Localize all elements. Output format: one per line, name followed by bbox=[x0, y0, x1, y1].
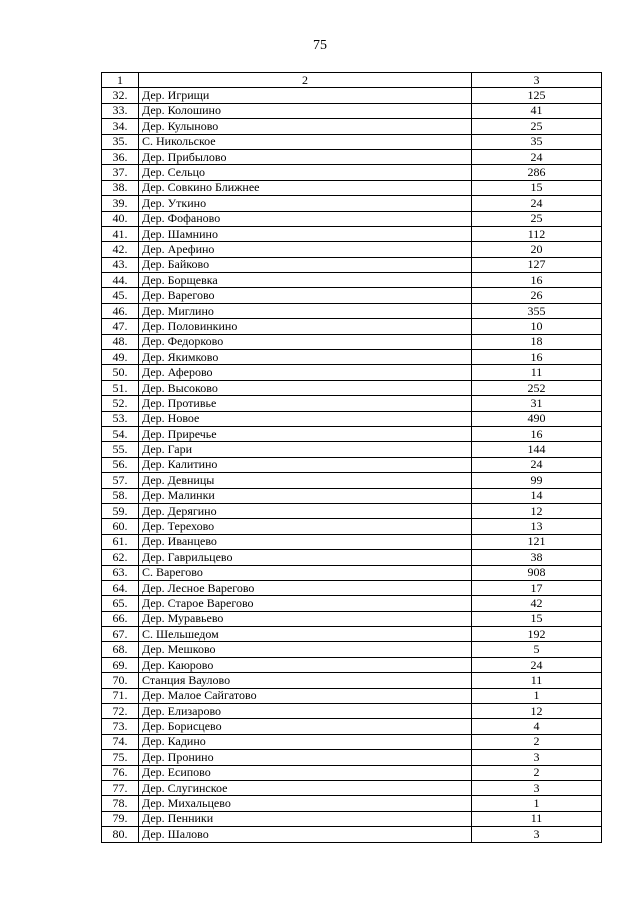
settlement-name: Дер. Терехово bbox=[139, 519, 472, 534]
table-row bbox=[102, 519, 602, 534]
settlement-name: Дер. Пенники bbox=[139, 811, 472, 826]
settlement-name: Дер. Приречье bbox=[139, 426, 472, 441]
row-value: 24 bbox=[472, 457, 602, 472]
row-value: 1 bbox=[472, 796, 602, 811]
table-row bbox=[102, 811, 602, 826]
row-value: 15 bbox=[472, 180, 602, 195]
row-number: 73. bbox=[102, 719, 139, 734]
settlement-name: Дер. Арефино bbox=[139, 242, 472, 257]
settlement-name: Дер. Якимково bbox=[139, 350, 472, 365]
row-value: 26 bbox=[472, 288, 602, 303]
table-row bbox=[102, 242, 602, 257]
settlement-name: Дер. Шамнино bbox=[139, 226, 472, 241]
table-row bbox=[102, 303, 602, 318]
table-row bbox=[102, 657, 602, 672]
row-number: 78. bbox=[102, 796, 139, 811]
row-value: 286 bbox=[472, 165, 602, 180]
table-row bbox=[102, 380, 602, 395]
row-number: 59. bbox=[102, 503, 139, 518]
row-value: 3 bbox=[472, 780, 602, 795]
table-row bbox=[102, 426, 602, 441]
row-number: 80. bbox=[102, 827, 139, 842]
settlement-name: Дер. Есипово bbox=[139, 765, 472, 780]
settlement-name: С. Шельшедом bbox=[139, 627, 472, 642]
settlement-name: Дер. Половинкино bbox=[139, 319, 472, 334]
settlement-name: Дер. Совкино Ближнее bbox=[139, 180, 472, 195]
table-row bbox=[102, 334, 602, 349]
table-row bbox=[102, 734, 602, 749]
table-row bbox=[102, 88, 602, 103]
settlement-name: Дер. Игрищи bbox=[139, 88, 472, 103]
row-value: 127 bbox=[472, 257, 602, 272]
row-value: 24 bbox=[472, 149, 602, 164]
settlement-name: С. Варегово bbox=[139, 565, 472, 580]
row-value: 25 bbox=[472, 211, 602, 226]
row-value: 31 bbox=[472, 396, 602, 411]
row-number: 53. bbox=[102, 411, 139, 426]
row-number: 75. bbox=[102, 750, 139, 765]
row-number: 68. bbox=[102, 642, 139, 657]
table-row bbox=[102, 673, 602, 688]
table-row bbox=[102, 627, 602, 642]
row-number: 38. bbox=[102, 180, 139, 195]
row-number: 60. bbox=[102, 519, 139, 534]
row-number: 32. bbox=[102, 88, 139, 103]
row-number: 43. bbox=[102, 257, 139, 272]
row-value: 42 bbox=[472, 596, 602, 611]
row-number: 62. bbox=[102, 550, 139, 565]
row-number: 45. bbox=[102, 288, 139, 303]
settlement-name: Дер. Кадино bbox=[139, 734, 472, 749]
column-header-value: 3 bbox=[472, 73, 602, 88]
settlement-name: Дер. Колошино bbox=[139, 103, 472, 118]
settlement-name: Дер. Высоково bbox=[139, 380, 472, 395]
row-value: 1 bbox=[472, 688, 602, 703]
row-number: 69. bbox=[102, 657, 139, 672]
settlement-name: Дер. Федорково bbox=[139, 334, 472, 349]
table-row bbox=[102, 473, 602, 488]
row-value: 490 bbox=[472, 411, 602, 426]
table-row bbox=[102, 442, 602, 457]
row-number: 57. bbox=[102, 473, 139, 488]
table-row bbox=[102, 411, 602, 426]
table-row bbox=[102, 534, 602, 549]
settlement-name: Дер. Аферово bbox=[139, 365, 472, 380]
row-value: 15 bbox=[472, 611, 602, 626]
settlement-name: Дер. Противье bbox=[139, 396, 472, 411]
settlement-name: Дер. Гаврильцево bbox=[139, 550, 472, 565]
row-number: 56. bbox=[102, 457, 139, 472]
settlement-name: Дер. Сельцо bbox=[139, 165, 472, 180]
row-value: 17 bbox=[472, 580, 602, 595]
settlement-name: Дер. Шалово bbox=[139, 827, 472, 842]
row-value: 99 bbox=[472, 473, 602, 488]
row-number: 58. bbox=[102, 488, 139, 503]
row-number: 64. bbox=[102, 580, 139, 595]
row-value: 18 bbox=[472, 334, 602, 349]
settlement-name: Дер. Лесное Варегово bbox=[139, 580, 472, 595]
row-value: 10 bbox=[472, 319, 602, 334]
settlement-name: Дер. Михальцево bbox=[139, 796, 472, 811]
row-number: 54. bbox=[102, 426, 139, 441]
table-row bbox=[102, 503, 602, 518]
row-value: 11 bbox=[472, 365, 602, 380]
settlement-name: Дер. Малое Сайгатово bbox=[139, 688, 472, 703]
table-row bbox=[102, 688, 602, 703]
row-number: 47. bbox=[102, 319, 139, 334]
row-number: 35. bbox=[102, 134, 139, 149]
settlement-name: Дер. Борисцево bbox=[139, 719, 472, 734]
settlement-name: Дер. Малинки bbox=[139, 488, 472, 503]
row-value: 5 bbox=[472, 642, 602, 657]
row-value: 125 bbox=[472, 88, 602, 103]
settlement-name: Станция Ваулово bbox=[139, 673, 472, 688]
table-row bbox=[102, 149, 602, 164]
column-header-number: 1 bbox=[102, 73, 139, 88]
table-row bbox=[102, 134, 602, 149]
row-number: 33. bbox=[102, 103, 139, 118]
row-value: 192 bbox=[472, 627, 602, 642]
settlement-name: Дер. Варегово bbox=[139, 288, 472, 303]
row-number: 74. bbox=[102, 734, 139, 749]
table-row bbox=[102, 319, 602, 334]
settlement-name: Дер. Новое bbox=[139, 411, 472, 426]
table-row bbox=[102, 180, 602, 195]
table-row bbox=[102, 119, 602, 134]
settlement-name: Дер. Миглино bbox=[139, 303, 472, 318]
table-row bbox=[102, 211, 602, 226]
settlement-name: Дер. Фофаново bbox=[139, 211, 472, 226]
row-number: 46. bbox=[102, 303, 139, 318]
table-row bbox=[102, 596, 602, 611]
row-value: 24 bbox=[472, 196, 602, 211]
table-row bbox=[102, 796, 602, 811]
row-number: 37. bbox=[102, 165, 139, 180]
row-value: 3 bbox=[472, 827, 602, 842]
row-value: 121 bbox=[472, 534, 602, 549]
row-number: 52. bbox=[102, 396, 139, 411]
row-number: 67. bbox=[102, 627, 139, 642]
settlement-name: Дер. Борщевка bbox=[139, 273, 472, 288]
row-value: 144 bbox=[472, 442, 602, 457]
settlement-name: Дер. Мешково bbox=[139, 642, 472, 657]
table-row bbox=[102, 488, 602, 503]
table-row bbox=[102, 103, 602, 118]
row-value: 16 bbox=[472, 350, 602, 365]
row-value: 38 bbox=[472, 550, 602, 565]
settlement-name: Дер. Девницы bbox=[139, 473, 472, 488]
row-number: 44. bbox=[102, 273, 139, 288]
row-number: 61. bbox=[102, 534, 139, 549]
table-row bbox=[102, 704, 602, 719]
table-row bbox=[102, 750, 602, 765]
row-number: 63. bbox=[102, 565, 139, 580]
row-value: 3 bbox=[472, 750, 602, 765]
row-value: 16 bbox=[472, 426, 602, 441]
row-value: 41 bbox=[472, 103, 602, 118]
row-number: 55. bbox=[102, 442, 139, 457]
row-value: 112 bbox=[472, 226, 602, 241]
table-row bbox=[102, 226, 602, 241]
row-value: 2 bbox=[472, 734, 602, 749]
table-row bbox=[102, 288, 602, 303]
settlement-name: С. Никольское bbox=[139, 134, 472, 149]
row-number: 40. bbox=[102, 211, 139, 226]
row-number: 77. bbox=[102, 780, 139, 795]
row-number: 36. bbox=[102, 149, 139, 164]
table-row bbox=[102, 642, 602, 657]
settlement-name: Дер. Старое Варегово bbox=[139, 596, 472, 611]
table-row bbox=[102, 457, 602, 472]
row-number: 71. bbox=[102, 688, 139, 703]
row-number: 42. bbox=[102, 242, 139, 257]
settlement-name: Дер. Слугинское bbox=[139, 780, 472, 795]
row-value: 908 bbox=[472, 565, 602, 580]
settlement-name: Дер. Кулыново bbox=[139, 119, 472, 134]
table-row bbox=[102, 196, 602, 211]
table-row bbox=[102, 365, 602, 380]
row-value: 35 bbox=[472, 134, 602, 149]
row-number: 39. bbox=[102, 196, 139, 211]
settlements-table bbox=[101, 72, 602, 843]
row-value: 25 bbox=[472, 119, 602, 134]
table-row bbox=[102, 257, 602, 272]
row-value: 16 bbox=[472, 273, 602, 288]
row-number: 51. bbox=[102, 380, 139, 395]
row-value: 4 bbox=[472, 719, 602, 734]
row-value: 11 bbox=[472, 673, 602, 688]
settlement-name: Дер. Каюрово bbox=[139, 657, 472, 672]
settlement-name: Дер. Байково bbox=[139, 257, 472, 272]
settlement-name: Дер. Гари bbox=[139, 442, 472, 457]
settlement-name: Дер. Муравьево bbox=[139, 611, 472, 626]
row-number: 34. bbox=[102, 119, 139, 134]
table-row bbox=[102, 550, 602, 565]
table-row bbox=[102, 765, 602, 780]
table-row bbox=[102, 611, 602, 626]
row-value: 20 bbox=[472, 242, 602, 257]
table-row bbox=[102, 165, 602, 180]
page-number: 75 bbox=[313, 38, 327, 53]
table-row bbox=[102, 580, 602, 595]
row-value: 11 bbox=[472, 811, 602, 826]
row-number: 65. bbox=[102, 596, 139, 611]
row-number: 76. bbox=[102, 765, 139, 780]
table-row bbox=[102, 719, 602, 734]
row-value: 355 bbox=[472, 303, 602, 318]
table-row bbox=[102, 273, 602, 288]
table-row bbox=[102, 565, 602, 580]
table-row bbox=[102, 350, 602, 365]
row-number: 66. bbox=[102, 611, 139, 626]
row-number: 41. bbox=[102, 226, 139, 241]
settlement-name: Дер. Иванцево bbox=[139, 534, 472, 549]
settlement-name: Дер. Елизарово bbox=[139, 704, 472, 719]
row-number: 79. bbox=[102, 811, 139, 826]
row-number: 50. bbox=[102, 365, 139, 380]
settlement-name: Дер. Уткино bbox=[139, 196, 472, 211]
table-header-row bbox=[102, 73, 602, 88]
row-value: 2 bbox=[472, 765, 602, 780]
table-row bbox=[102, 827, 602, 842]
row-value: 13 bbox=[472, 519, 602, 534]
settlement-name: Дер. Калитино bbox=[139, 457, 472, 472]
column-header-name: 2 bbox=[139, 73, 472, 88]
settlement-name: Дер. Прибылово bbox=[139, 149, 472, 164]
table-row bbox=[102, 780, 602, 795]
row-value: 24 bbox=[472, 657, 602, 672]
row-number: 49. bbox=[102, 350, 139, 365]
row-value: 12 bbox=[472, 503, 602, 518]
settlement-name: Дер. Дерягино bbox=[139, 503, 472, 518]
table-row bbox=[102, 396, 602, 411]
table-body bbox=[102, 73, 602, 843]
row-value: 12 bbox=[472, 704, 602, 719]
row-number: 70. bbox=[102, 673, 139, 688]
row-value: 14 bbox=[472, 488, 602, 503]
settlement-name: Дер. Пронино bbox=[139, 750, 472, 765]
row-number: 72. bbox=[102, 704, 139, 719]
row-number: 48. bbox=[102, 334, 139, 349]
row-value: 252 bbox=[472, 380, 602, 395]
